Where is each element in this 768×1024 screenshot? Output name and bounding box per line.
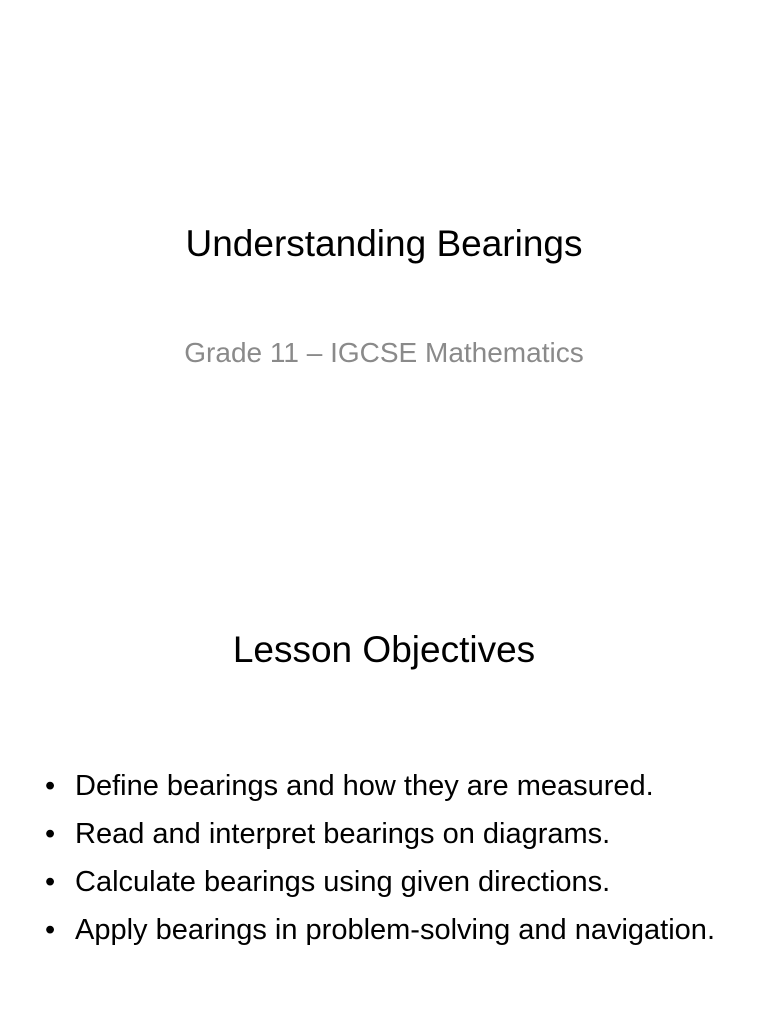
list-item [0,862,720,903]
list-item-text: Apply bearings in problem-solving and navigation. [75,914,715,946]
bullet-icon: • [45,818,56,850]
slide-subtitle: Grade 11 – IGCSE Mathematics [184,337,584,368]
list-item [0,766,720,807]
bullet-icon: • [45,866,56,898]
list-item [0,814,720,855]
list-item-text: Calculate bearings using given directions. [75,866,611,898]
list-item [0,910,720,951]
objectives-slide [0,512,768,1024]
slide-title: Lesson Objectives [232,629,536,670]
slide-title: Understanding Bearings [185,223,583,264]
list-item-text: Read and interpret bearings on diagrams. [75,818,611,850]
list-item-text: Define bearings and how they are measured. [75,770,654,802]
bullet-icon: • [45,914,56,946]
objectives-list [0,766,720,958]
bullet-icon: • [45,770,56,802]
